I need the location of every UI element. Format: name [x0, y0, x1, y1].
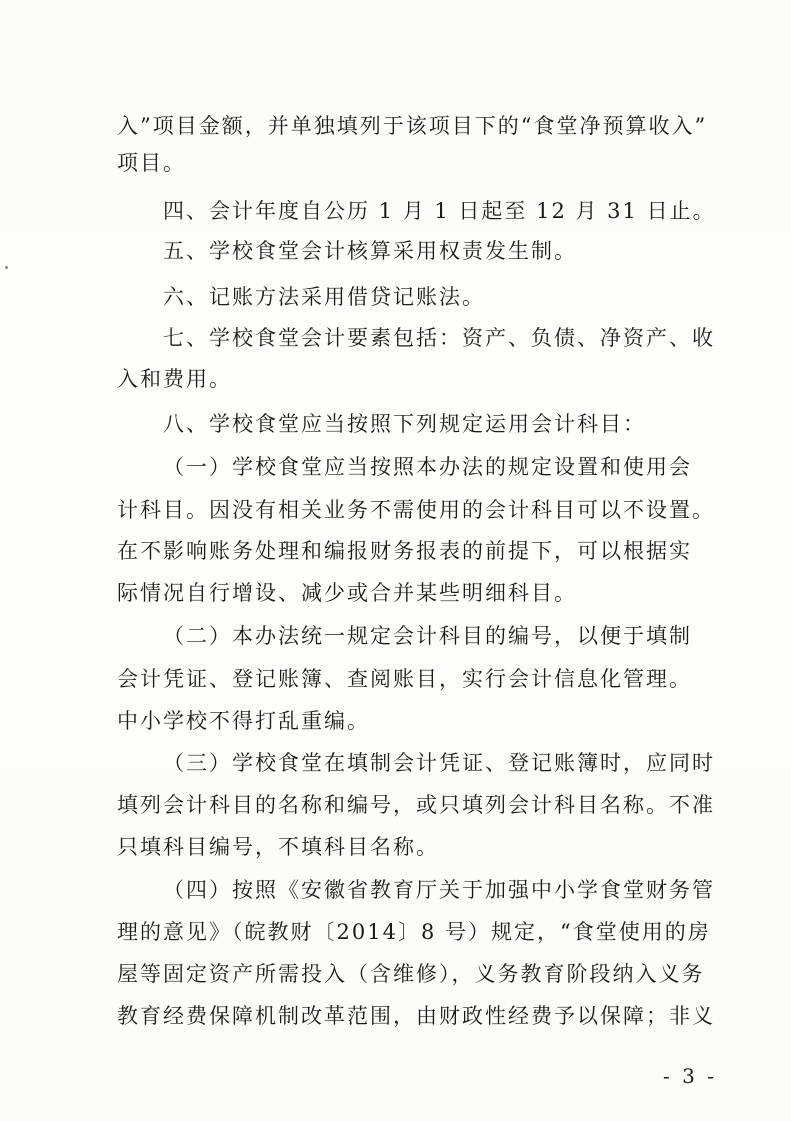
- body-line: 填列会计科目的名称和编号，或只填列会计科目名称。不准: [117, 793, 715, 817]
- body-line: 会计凭证、登记账簿、查阅账目，实行会计信息化管理。: [117, 667, 692, 691]
- page-number: - 3 -: [663, 1064, 717, 1088]
- body-line: （一）学校食堂应当按照本办法的规定设置和使用会: [163, 455, 692, 479]
- body-line: 入和费用。: [117, 367, 232, 391]
- body-line: 六、记账方法采用借贷记账法。: [163, 285, 485, 309]
- body-line: 五、学校食堂会计核算采用权责发生制。: [163, 239, 577, 263]
- body-line: 计科目。因没有相关业务不需使用的会计科目可以不设置。: [117, 498, 715, 522]
- body-line: 教育经费保障机制改革范围，由财政性经费予以保障；非义: [117, 1004, 715, 1028]
- body-line: 八、学校食堂应当按照下列规定运用会计科目：: [163, 412, 646, 436]
- body-line: 理的意见》（皖教财〔2014〕8 号）规定，“食堂使用的房: [117, 920, 711, 944]
- body-line: 屋等固定资产所需投入（含维修），义务教育阶段纳入义务: [117, 962, 705, 986]
- scan-speck: [5, 266, 8, 269]
- body-line: （三）学校食堂在填制会计凭证、登记账簿时，应同时: [163, 751, 715, 775]
- body-line: （二）本办法统一规定会计科目的编号，以便于填制: [163, 624, 692, 648]
- body-line: 中小学校不得打乱重编。: [117, 709, 370, 733]
- body-line: 只填科目编号，不填科目名称。: [117, 835, 439, 859]
- body-line: （四）按照《安徽省教育厅关于加强中小学食堂财务管: [163, 878, 715, 902]
- body-line: 四、会计年度自公历 1 月 1 日起至 12 月 31 日止。: [163, 199, 716, 223]
- body-line: 在不影响账务处理和编报财务报表的前提下，可以根据实: [117, 539, 692, 563]
- body-line: 项目。: [117, 151, 186, 175]
- body-line: 七、学校食堂会计要素包括：资产、负债、净资产、收: [163, 326, 715, 350]
- body-line: 入”项目金额，并单独填列于该项目下的“食堂净预算收入”: [117, 114, 708, 138]
- body-line: 际情况自行增设、减少或合并某些明细科目。: [117, 581, 577, 605]
